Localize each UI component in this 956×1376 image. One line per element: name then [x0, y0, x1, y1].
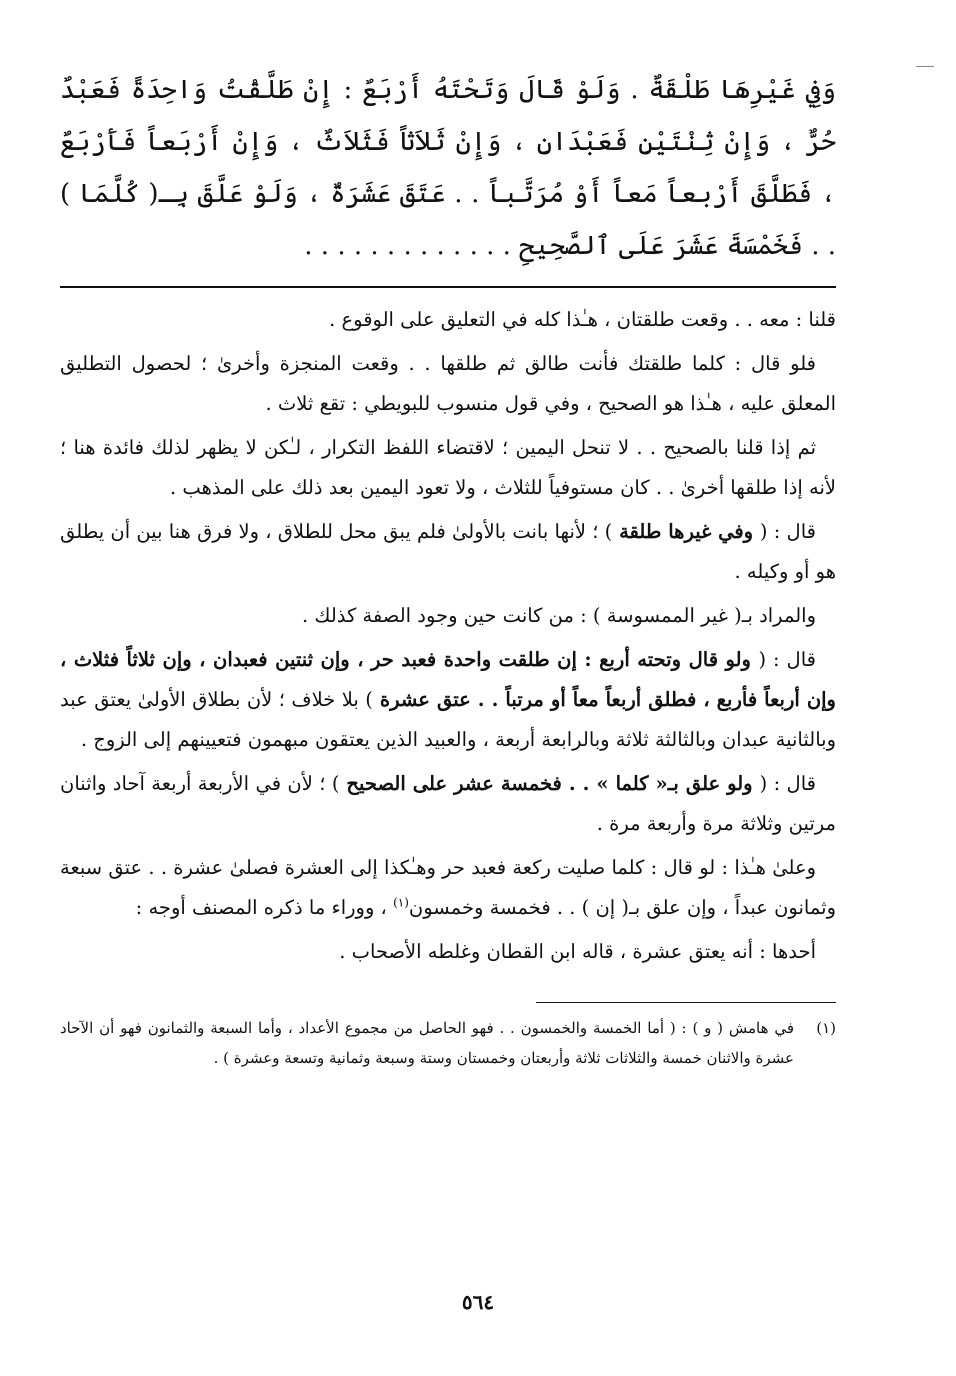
quoted-matn: وفي غيرها طلقة	[612, 520, 760, 543]
commentary-paragraph-1: قلنا : معه . . وقعت طلقتان ، هـٰذا كله في التعليق على الوقوع .	[329, 308, 836, 331]
commentary-text: ) بلا خلاف ؛ لأن بطلاق الأولىٰ يعتق عبد وبالثانية عبدان وبالثالثة ثلاثة وبالرابعة أربعة ، والعبيد الذين يعتقون مبهمون فتعيينهم إلى الزوج .	[60, 688, 836, 751]
footnote-divider	[536, 1002, 836, 1003]
footnote-text: في هامش ( و ) : ( أما الخمسة والخمسون . . فهو الحاصل من مجموع الأعداد ، وأما السبعة والثمانون فهو أن الآحاد عشرة والاثنان خمسة والثلاثات ثلاثة وأربعتان وخمستان وستة وسبعة وثمانية وتسعة وعشرة ) .	[60, 1019, 794, 1067]
commentary-paragraph-7	[60, 764, 836, 844]
commentary-text: وعلىٰ هـٰذا : لو قال : كلما صليت ركعة فعبد حر وهـٰكذا إلى العشرة فصلىٰ عشرة . . عتق سبعة وثمانون عبداً ، وإن علق بـ( إن ) . . فخمسة وخمسون	[60, 856, 836, 919]
page	[60, 64, 836, 1344]
commentary-text: ) ؛ لأن في الأربعة أربعة آحاد واثنان مرتين وثلاثة مرة وأربعة مرة .	[60, 772, 836, 835]
matn-divider	[60, 286, 836, 288]
page-number: ٥٦٤	[461, 1290, 495, 1314]
commentary-paragraph-8	[60, 848, 836, 928]
footnote-reference[interactable]: (١)	[393, 895, 409, 910]
matn-text-block	[60, 64, 836, 272]
commentary-paragraph-2: فلو قال : كلما طلقتك فأنت طالق ثم طلقها . . وقعت المنجزة وأخرىٰ ؛ لحصول التطليق المعلق عليه ، هـٰذا هو الصحيح ، وفي قول منسوب للبويطي : تقع ثلاث .	[60, 352, 836, 415]
commentary-paragraph-4	[60, 512, 836, 592]
margin-tick	[916, 66, 934, 67]
commentary-paragraph-3: ثم إذا قلنا بالصحيح . . لا تنحل اليمين ؛ لاقتضاء اللفظ التكرار ، لـٰكن لا يظهر لذلك فائدة هنا ؛ لأنه إذا طلقها أخرىٰ . . كان مستوفياً للثلاث ، ولا تعود اليمين بعد ذلك على المذهب .	[60, 436, 836, 499]
quote-lead: قال : (	[758, 648, 816, 671]
commentary-block	[60, 300, 836, 972]
matn-paragraph: وَفِي غَيْرِهَا طَلْقَةٌ . وَلَوْ قَالَ وَتَحْتَهُ أَرْبَعٌ : إِنْ طَلَّقْتُ وَاحِدَةً فَعَبْدٌ حُرٌّ ، وَإِنْ ثِنْتَيْنِ فَعَبْدَانِ ، وَإِنْ ثَلاَثاً فَثَلاَثٌ ، وَإِنْ أَرْبَعاً فَأَرْبَعٌ ، فَطَلَّقَ أَرْبعاً مَعاً أَوْ مُرَتَّباً . . عَتَقَ عَشَرَةٌ ، وَلَوْ عَلَّقَ بِـ( كُلَّمَا ) . . فَخَمْسَةَ عَشَرَ عَلَى ٱلصَّحِيحِ . . . . . . . . . . . . .	[60, 75, 836, 261]
quote-lead: قال : (	[759, 772, 816, 795]
footnote	[60, 1013, 836, 1073]
quoted-matn: ولو قال وتحته أربع : إن طلقت واحدة فعبد حر ، وإن ثنتين فعبدان ، وإن ثلاثاً فثلاث ، وإن أربعاً فأربع ، فطلق أربعاً معاً أو مرتباً . . عتق عشرة	[60, 648, 836, 711]
commentary-text: ) ؛ لأنها بانت بالأولىٰ فلم يبق محل للطلاق ، ولا فرق هنا بين أن يطلق هو أو وكيله .	[60, 520, 836, 583]
footnote-number: (١)	[816, 1019, 836, 1037]
commentary-paragraph-9: أحدها : أنه يعتق عشرة ، قاله ابن القطان وغلطه الأصحاب .	[339, 940, 816, 963]
footnotes-block	[60, 1013, 836, 1073]
commentary-paragraph-5: والمراد بـ( غير الممسوسة ) : من كانت حين وجود الصفة كذلك .	[301, 604, 816, 627]
quoted-matn: ولو علق بـ« كلما » . . فخمسة عشر على الصحيح	[339, 772, 760, 795]
commentary-text: ، ووراء ما ذكره المصنف أوجه :	[135, 896, 394, 919]
commentary-paragraph-6	[60, 640, 836, 760]
quote-lead: قال : (	[759, 520, 816, 543]
